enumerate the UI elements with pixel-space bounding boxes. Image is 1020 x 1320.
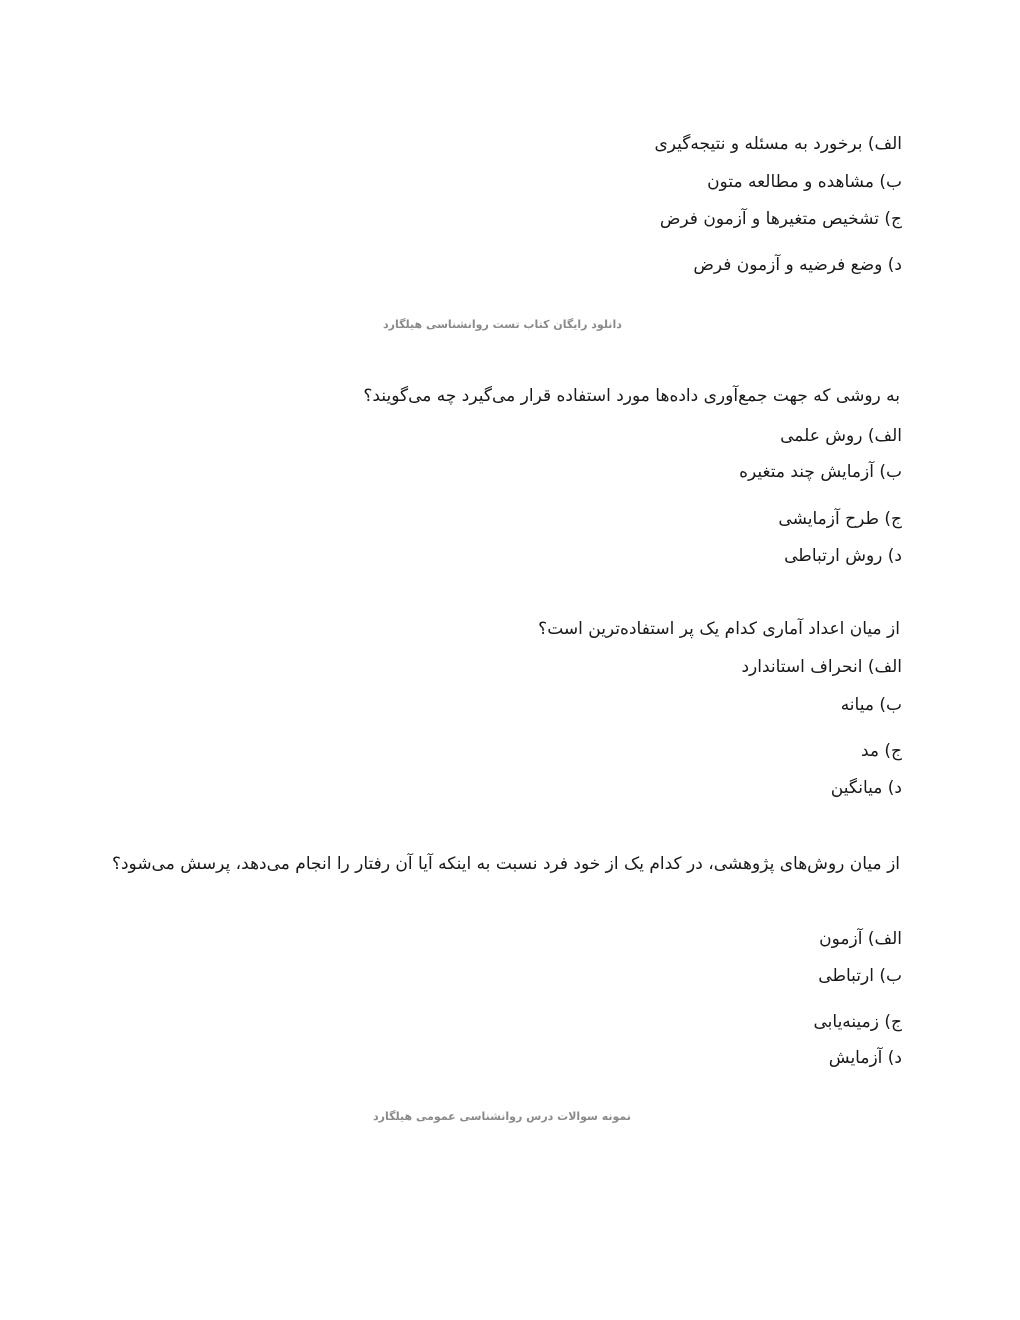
option-line: الف) روش علمی — [780, 426, 902, 446]
watermark-text: دانلود رایگان کتاب تست روانشناسی هیلگارد — [383, 318, 622, 331]
option-line: الف) برخورد به مسئله و نتیجه‌گیری — [654, 134, 902, 154]
option-line: ب) آزمایش چند متغیره — [739, 462, 902, 482]
option-line: الف) آزمون — [819, 929, 902, 949]
option-line: ب) میانه — [840, 695, 902, 715]
option-line: ج) زمینه‌یابی — [813, 1012, 902, 1032]
option-line: ب) ارتباطی — [818, 966, 902, 986]
option-line: الف) انحراف استاندارد — [741, 657, 902, 677]
option-line: د) میانگین — [830, 778, 902, 798]
question-text: از میان اعداد آماری کدام یک پر استفاده‌ترین است؟ — [538, 619, 900, 639]
question-text: به روشی که جهت جمع‌آوری داده‌ها مورد استفاده قرار می‌گیرد چه می‌گویند؟ — [363, 386, 900, 406]
option-line: ج) تشخیص متغیرها و آزمون فرض — [659, 209, 902, 229]
option-line: ج) طرح آزمایشی — [778, 509, 902, 529]
option-line: ب) مشاهده و مطالعه متون — [707, 172, 902, 192]
option-line: د) وضع فرضیه و آزمون فرض — [693, 255, 902, 275]
watermark-text: نمونه سوالات درس روانشناسی عمومی هیلگارد — [373, 1110, 631, 1123]
option-line: ج) مد — [860, 741, 902, 761]
option-line: د) روش ارتباطی — [784, 546, 902, 566]
option-line: د) آزمایش — [828, 1048, 902, 1068]
question-text: از میان روش‌های پژوهشی، در کدام یک از خود فرد نسبت به اینکه آیا آن رفتار را انجام می‌دهد، پرسش می‌شود؟ — [111, 854, 900, 874]
